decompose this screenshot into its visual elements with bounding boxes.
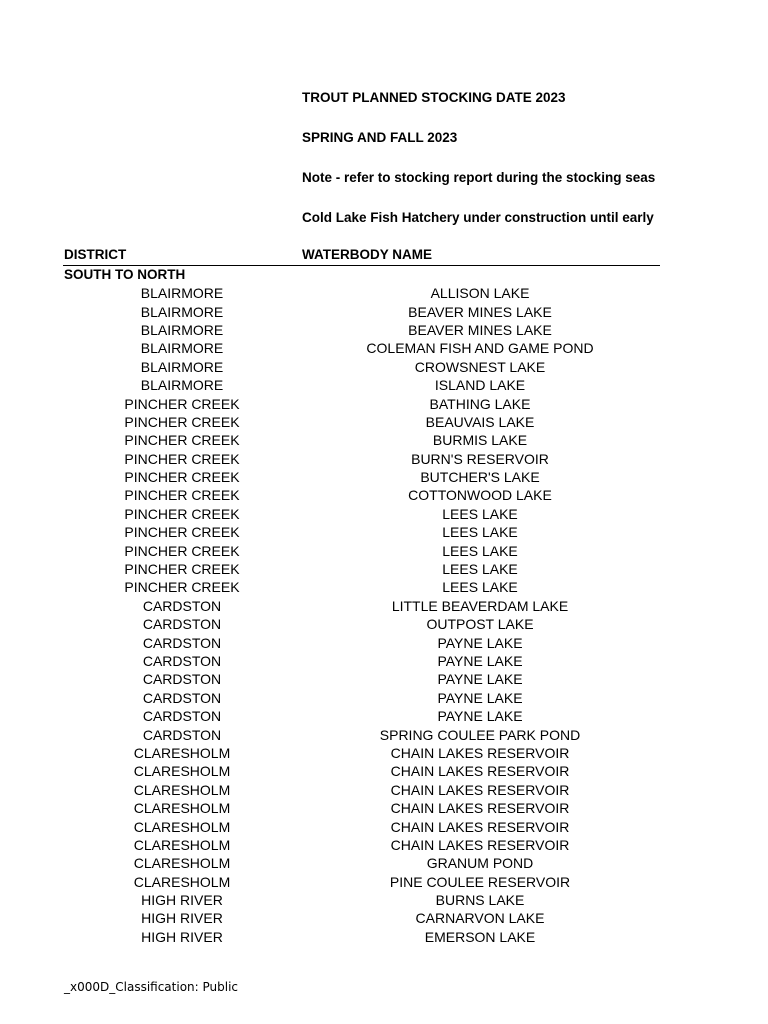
- hatchery-note: Cold Lake Fish Hatchery under construction until early: [302, 210, 654, 225]
- table-row: [63, 928, 660, 946]
- district-cell: BLAIRMORE: [140, 303, 224, 320]
- waterbody-cell: BURMIS LAKE: [432, 432, 528, 449]
- district-cell: CARDSTON: [142, 726, 222, 743]
- column-header-waterbody: WATERBODY NAME: [302, 247, 433, 262]
- table-row: [63, 873, 660, 891]
- waterbody-cell: LEES LAKE: [442, 561, 518, 578]
- table-row: [63, 597, 660, 615]
- waterbody-cell: LEES LAKE: [442, 505, 518, 522]
- waterbody-cell: LEES LAKE: [442, 579, 518, 596]
- table-row: [63, 560, 660, 578]
- waterbody-cell: CHAIN LAKES RESERVOIR: [390, 818, 570, 835]
- district-cell: PINCHER CREEK: [124, 542, 240, 559]
- waterbody-cell: CHAIN LAKES RESERVOIR: [390, 763, 570, 780]
- table-row: [63, 836, 660, 854]
- table-row: [63, 413, 660, 431]
- district-cell: CARDSTON: [142, 653, 222, 669]
- district-cell: CARDSTON: [142, 597, 222, 614]
- waterbody-cell: LEES LAKE: [442, 524, 518, 541]
- waterbody-cell: BATHING LAKE: [429, 395, 531, 412]
- classification-footer: _x000D_Classification: Public: [64, 980, 239, 994]
- district-cell: PINCHER CREEK: [124, 413, 240, 430]
- waterbody-cell: PAYNE LAKE: [437, 708, 523, 725]
- district-cell: CARDSTON: [142, 671, 222, 688]
- waterbody-cell: CARNARVON LAKE: [415, 910, 545, 927]
- waterbody-cell: BUTCHER'S LAKE: [420, 469, 540, 486]
- waterbody-cell: ISLAND LAKE: [434, 377, 526, 394]
- district-cell: PINCHER CREEK: [124, 524, 240, 541]
- table-row: [63, 817, 660, 835]
- district-cell: BLAIRMORE: [140, 321, 224, 338]
- waterbody-cell: LEES LAKE: [442, 542, 518, 559]
- waterbody-cell: PINE COULEE RESERVOIR: [389, 873, 571, 890]
- table-row: [63, 689, 660, 707]
- table-row: [63, 725, 660, 743]
- stocking-table-body: [63, 284, 660, 946]
- waterbody-cell: PAYNE LAKE: [437, 671, 523, 688]
- district-cell: HIGH RIVER: [141, 910, 223, 927]
- waterbody-cell: COTTONWOOD LAKE: [408, 487, 552, 504]
- waterbody-cell: LITTLE BEAVERDAM LAKE: [391, 597, 569, 614]
- table-row: [63, 744, 660, 762]
- waterbody-cell: PAYNE LAKE: [437, 634, 523, 651]
- table-row: [63, 431, 660, 449]
- district-cell: HIGH RIVER: [141, 928, 223, 945]
- district-cell: CLARESHOLM: [133, 855, 231, 872]
- table-row: [63, 376, 660, 394]
- district-cell: PINCHER CREEK: [124, 395, 240, 412]
- document-subtitle: SPRING AND FALL 2023: [302, 130, 458, 145]
- district-cell: CARDSTON: [142, 689, 222, 706]
- waterbody-cell: EMERSON LAKE: [424, 928, 536, 945]
- district-cell: CLARESHOLM: [133, 800, 231, 817]
- district-cell: PINCHER CREEK: [124, 505, 240, 522]
- district-cell: CLARESHOLM: [133, 744, 231, 761]
- table-row: [63, 762, 660, 780]
- table-row: [63, 468, 660, 486]
- table-row: [63, 358, 660, 376]
- district-cell: PINCHER CREEK: [124, 432, 240, 449]
- waterbody-cell: CHAIN LAKES RESERVOIR: [390, 800, 570, 817]
- district-cell: PINCHER CREEK: [124, 579, 240, 596]
- table-row: [63, 505, 660, 523]
- district-cell: CARDSTON: [142, 616, 222, 633]
- table-row: [63, 854, 660, 872]
- stocking-note: Note - refer to stocking report during the stocking seas: [302, 170, 656, 185]
- table-row: [63, 486, 660, 504]
- waterbody-cell: CHAIN LAKES RESERVOIR: [390, 744, 570, 761]
- table-row: [63, 652, 660, 670]
- district-cell: CARDSTON: [142, 708, 222, 725]
- section-label: SOUTH TO NORTH: [64, 267, 186, 282]
- table-row: [63, 394, 660, 412]
- district-cell: PINCHER CREEK: [124, 469, 240, 486]
- waterbody-cell: BEAUVAIS LAKE: [425, 413, 535, 430]
- table-row: [63, 321, 660, 339]
- district-cell: CLARESHOLM: [133, 781, 231, 798]
- table-row: [63, 633, 660, 651]
- waterbody-cell: BEAVER MINES LAKE: [408, 321, 552, 338]
- table-row: [63, 670, 660, 688]
- table-row: [63, 339, 660, 357]
- table-row: [63, 707, 660, 725]
- table-row: [63, 781, 660, 799]
- waterbody-cell: BURNS LAKE: [435, 892, 525, 909]
- district-cell: CARDSTON: [142, 634, 222, 651]
- district-cell: BLAIRMORE: [140, 377, 224, 394]
- district-cell: BLAIRMORE: [140, 285, 224, 302]
- waterbody-cell: PAYNE LAKE: [437, 689, 523, 706]
- district-cell: PINCHER CREEK: [124, 487, 240, 504]
- waterbody-cell: BEAVER MINES LAKE: [408, 303, 552, 320]
- district-cell: PINCHER CREEK: [124, 450, 240, 467]
- district-cell: CLARESHOLM: [133, 818, 231, 835]
- waterbody-cell: OUTPOST LAKE: [426, 616, 534, 633]
- district-cell: BLAIRMORE: [140, 340, 224, 357]
- waterbody-cell: SPRING COULEE PARK POND: [379, 726, 581, 743]
- table-row: [63, 909, 660, 927]
- waterbody-cell: CHAIN LAKES RESERVOIR: [390, 836, 570, 853]
- table-row: [63, 891, 660, 909]
- district-cell: CLARESHOLM: [133, 836, 231, 853]
- district-cell: CLARESHOLM: [133, 873, 231, 890]
- document-title: TROUT PLANNED STOCKING DATE 2023: [302, 90, 566, 105]
- waterbody-cell: CHAIN LAKES RESERVOIR: [390, 781, 570, 798]
- waterbody-cell: BURN'S RESERVOIR: [411, 450, 549, 467]
- table-row: [63, 615, 660, 633]
- waterbody-cell: CROWSNEST LAKE: [414, 358, 546, 375]
- table-row: [63, 302, 660, 320]
- table-row: [63, 578, 660, 596]
- table-row: [63, 284, 660, 302]
- waterbody-cell: ALLISON LAKE: [430, 285, 530, 302]
- table-row: [63, 450, 660, 468]
- district-cell: BLAIRMORE: [140, 358, 224, 375]
- table-row: [63, 799, 660, 817]
- waterbody-cell: COLEMAN FISH AND GAME POND: [366, 340, 594, 357]
- waterbody-cell: PAYNE LAKE: [437, 653, 523, 669]
- table-row: [63, 523, 660, 541]
- table-row: [63, 541, 660, 559]
- waterbody-cell: GRANUM POND: [426, 855, 534, 872]
- district-cell: CLARESHOLM: [133, 763, 231, 780]
- column-header-district: DISTRICT: [64, 247, 127, 262]
- district-cell: HIGH RIVER: [141, 892, 223, 909]
- district-cell: PINCHER CREEK: [124, 561, 240, 578]
